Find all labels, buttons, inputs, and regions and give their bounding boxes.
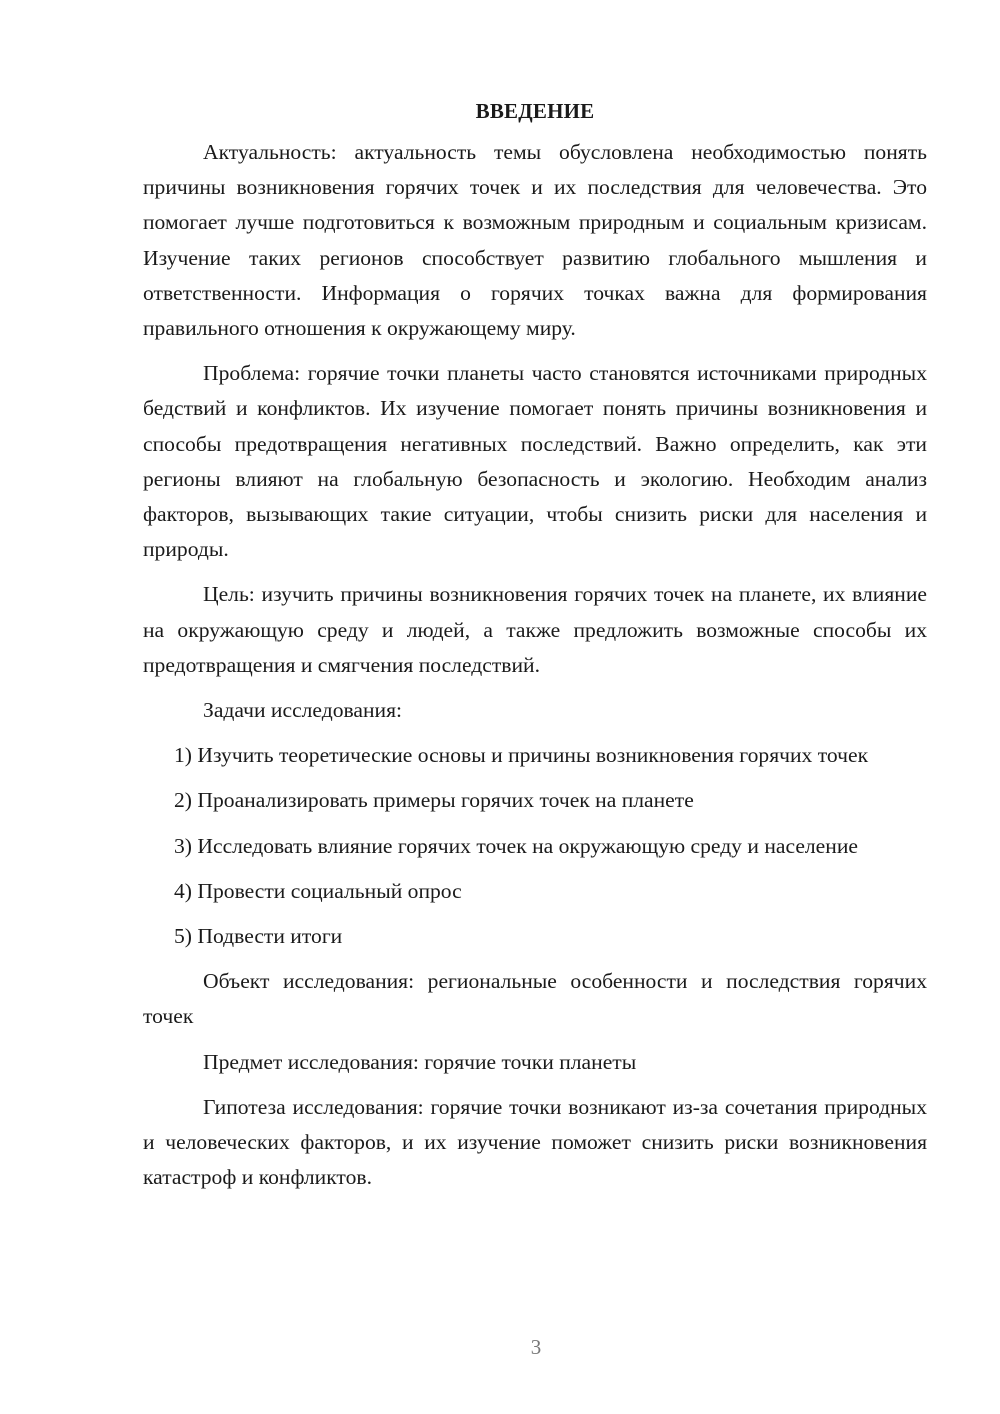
page-content: [143, 94, 927, 1205]
task-item-1: 1) Изучить теоретические основы и причины возникновения горячих точек: [174, 743, 869, 768]
tasks-heading: Задачи исследования:: [203, 698, 403, 723]
task-item-5: 5) Подвести итоги: [174, 924, 343, 949]
research-subject-paragraph: Предмет исследования: горячие точки планеты: [203, 1049, 637, 1074]
hypothesis-paragraph: Гипотеза исследования: горячие точки возникают из-за сочетания природных и человеческих факторов, и их изучение поможет снизить риски возникновения катастроф и конфликтов.: [143, 1094, 927, 1190]
goal-paragraph: Цель: изучить причины возникновения горячих точек на планете, их влияние на окружающую среду и людей, а также предложить возможные способы их предотвращения и смягчения последствий.: [143, 582, 927, 677]
relevance-paragraph: Актуальность: актуальность темы обусловлена необходимостью понять причины возникновения горячих точек и их последствия для человечества. Это помогает лучше подготовиться к возможным природным и социальным кризисам. Изучение таких регионов способствует развитию глобального мышления и ответственности. Информация о горячих точках важна для формирования правильного отношения к окружающему миру.: [143, 140, 927, 341]
task-item-4: 4) Провести социальный опрос: [174, 878, 462, 903]
problem-paragraph: Проблема: горячие точки планеты часто становятся источниками природных бедствий и конфликтов. Их изучение помогает понять причины возникновения и способы предотвращения негативных последствий. Важно определить, как эти регионы влияют на глобальную безопасность и экологию. Необходим анализ факторов, вызывающих такие ситуации, чтобы снизить риски для населения и природы.: [143, 361, 927, 562]
research-object-paragraph: Объект исследования: региональные особенности и последствия горячих точек: [143, 969, 927, 1029]
page-number: 3: [530, 1335, 542, 1359]
task-item-2: 2) Проанализировать примеры горячих точек на планете: [174, 788, 694, 813]
section-heading: ВВЕДЕНИЕ: [475, 99, 595, 123]
task-item-3: 3) Исследовать влияние горячих точек на окружающую среду и население: [174, 833, 858, 858]
